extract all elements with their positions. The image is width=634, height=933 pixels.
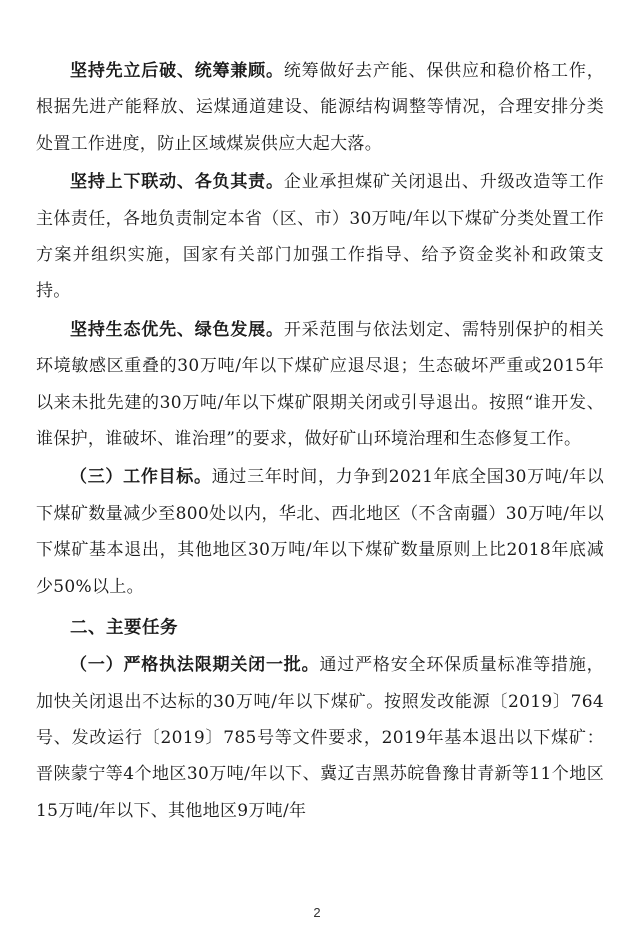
work-goal-body: 通过三年时间，力争到2021年底全国30万吨/年以下煤矿数量减少至800处以内，华北、西北地区（不含南疆）30万吨/年以下煤矿基本退出，其他地区30万吨/年以下煤矿数量原则上比2018年底减少50%以上。 bbox=[36, 467, 605, 597]
principle-2-lead: 坚持上下联动、各负其责。 bbox=[70, 172, 284, 193]
task-1-lead: （一）严格执法限期关闭一批。 bbox=[70, 655, 320, 676]
principle-1-lead: 坚持先立后破、统筹兼顾。 bbox=[70, 61, 284, 81]
section-heading-main-tasks: 二、主要任务 bbox=[70, 618, 178, 639]
task-1-body: 通过严格安全环保质量标准等措施，加快关闭退出不达标的30万吨/年以下煤矿。按照发改能源〔2019〕764号、发改运行〔2019〕785号等文件要求，2019年基本退出以下煤矿：晋陕蒙宁等4个地区30万吨/年以下、冀辽吉黑苏皖鲁豫甘青新等11个地区15万吨/年以下、其他地区9万吨/年 bbox=[36, 655, 604, 821]
principle-paragraph-1 bbox=[36, 53, 604, 162]
principle-3-lead: 坚持生态优先、绿色发展。 bbox=[70, 319, 284, 340]
work-goal-paragraph bbox=[36, 459, 604, 605]
task-paragraph-1 bbox=[36, 647, 604, 829]
principle-paragraph-3 bbox=[36, 312, 604, 458]
principle-1-body: 统筹做好去产能、保供应和稳价格工作，根据先进产能释放、运煤通道建设、能源结构调整等情况，合理安排分类处置工作进度，防止区域煤炭供应大起大落。 bbox=[36, 61, 604, 154]
principle-2-body: 企业承担煤矿关闭退出、升级改造等工作主体责任，各地负责制定本省（区、市）30万吨/年以下煤矿分类处置工作方案并组织实施，国家有关部门加强工作指导、给予资金奖补和政策支持。 bbox=[36, 172, 604, 302]
principle-3-body: 开采范围与依法划定、需特别保护的相关环境敏感区重叠的30万吨/年以下煤矿应退尽退；生态破坏严重或2015年以来未批先建的30万吨/年以下煤矿限期关闭或引导退出。按照“谁开发、谁保护，谁破坏、谁治理”的要求，做好矿山环境治理和生态修复工作。 bbox=[36, 319, 604, 450]
document-body bbox=[36, 53, 604, 829]
page-number: 2 bbox=[313, 905, 321, 920]
principle-paragraph-2 bbox=[36, 164, 604, 310]
work-goal-lead: （三）工作目标。 bbox=[70, 467, 212, 488]
